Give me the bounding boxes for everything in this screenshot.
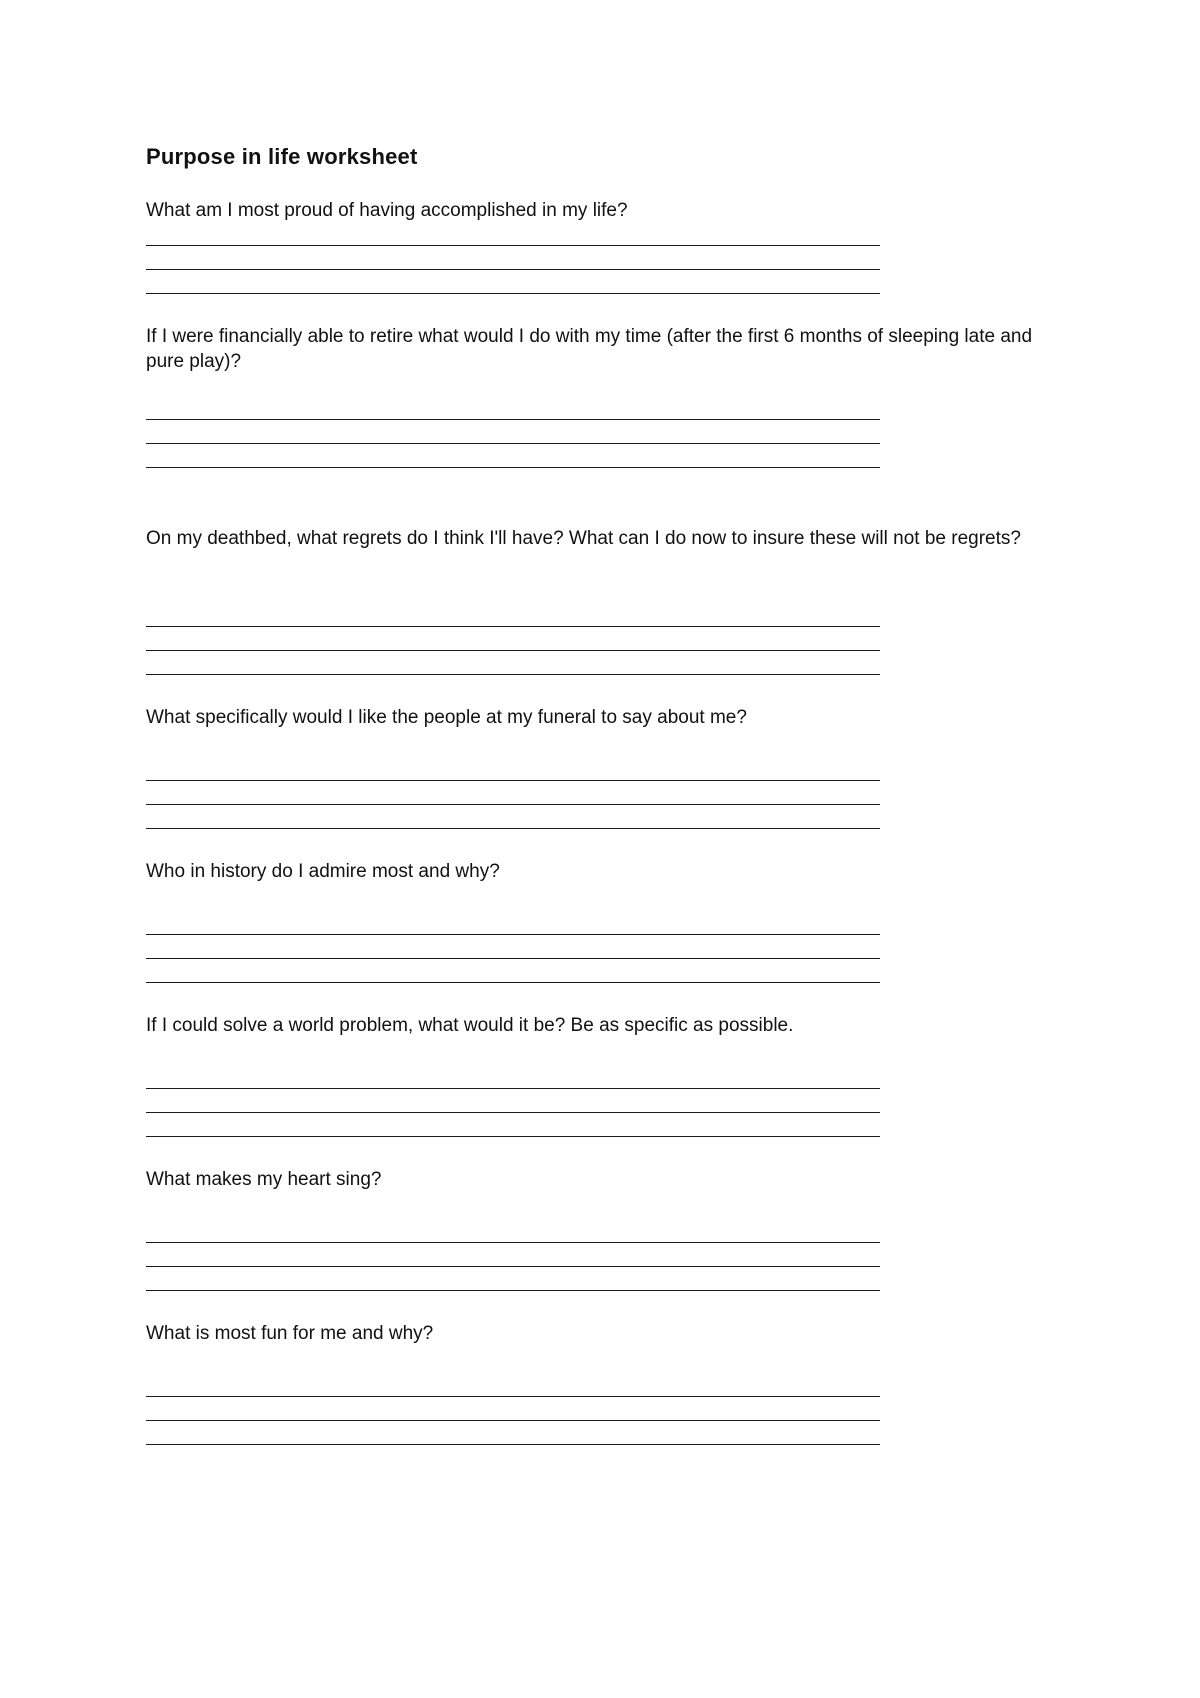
answer-line[interactable] <box>146 245 880 246</box>
question-5: Who in history do I admire most and why? <box>146 861 500 882</box>
answer-line[interactable] <box>146 293 880 294</box>
answer-line[interactable] <box>146 1266 880 1267</box>
answer-line[interactable] <box>146 1420 880 1421</box>
question-3: On my deathbed, what regrets do I think I'll have? What can I do now to insure these will not be regrets? <box>146 528 1021 549</box>
question-8: What is most fun for me and why? <box>146 1323 434 1344</box>
answer-line[interactable] <box>146 1242 880 1243</box>
answer-line[interactable] <box>146 419 880 420</box>
answer-line[interactable] <box>146 467 880 468</box>
answer-line[interactable] <box>146 269 880 270</box>
answer-line[interactable] <box>146 958 880 959</box>
answer-line[interactable] <box>146 934 880 935</box>
answer-line[interactable] <box>146 626 880 627</box>
answer-line[interactable] <box>146 1444 880 1445</box>
answer-line[interactable] <box>146 828 880 829</box>
answer-line[interactable] <box>146 982 880 983</box>
answer-line[interactable] <box>146 1136 880 1137</box>
answer-line[interactable] <box>146 780 880 781</box>
answer-line[interactable] <box>146 650 880 651</box>
answer-line[interactable] <box>146 1112 880 1113</box>
question-1: What am I most proud of having accomplished in my life? <box>146 200 628 221</box>
answer-line[interactable] <box>146 1396 880 1397</box>
answer-line[interactable] <box>146 1088 880 1089</box>
answer-line[interactable] <box>146 443 880 444</box>
answer-line[interactable] <box>146 804 880 805</box>
question-7: What makes my heart sing? <box>146 1169 382 1190</box>
question-4: What specifically would I like the people at my funeral to say about me? <box>146 707 747 728</box>
question-2: If I were financially able to retire what would I do with my time (after the first 6 months of sleeping late and pure play)? <box>146 326 1033 372</box>
answer-line[interactable] <box>146 674 880 675</box>
page-title: Purpose in life worksheet <box>146 144 418 169</box>
answer-line[interactable] <box>146 1290 880 1291</box>
question-6: If I could solve a world problem, what would it be? Be as specific as possible. <box>146 1015 794 1036</box>
